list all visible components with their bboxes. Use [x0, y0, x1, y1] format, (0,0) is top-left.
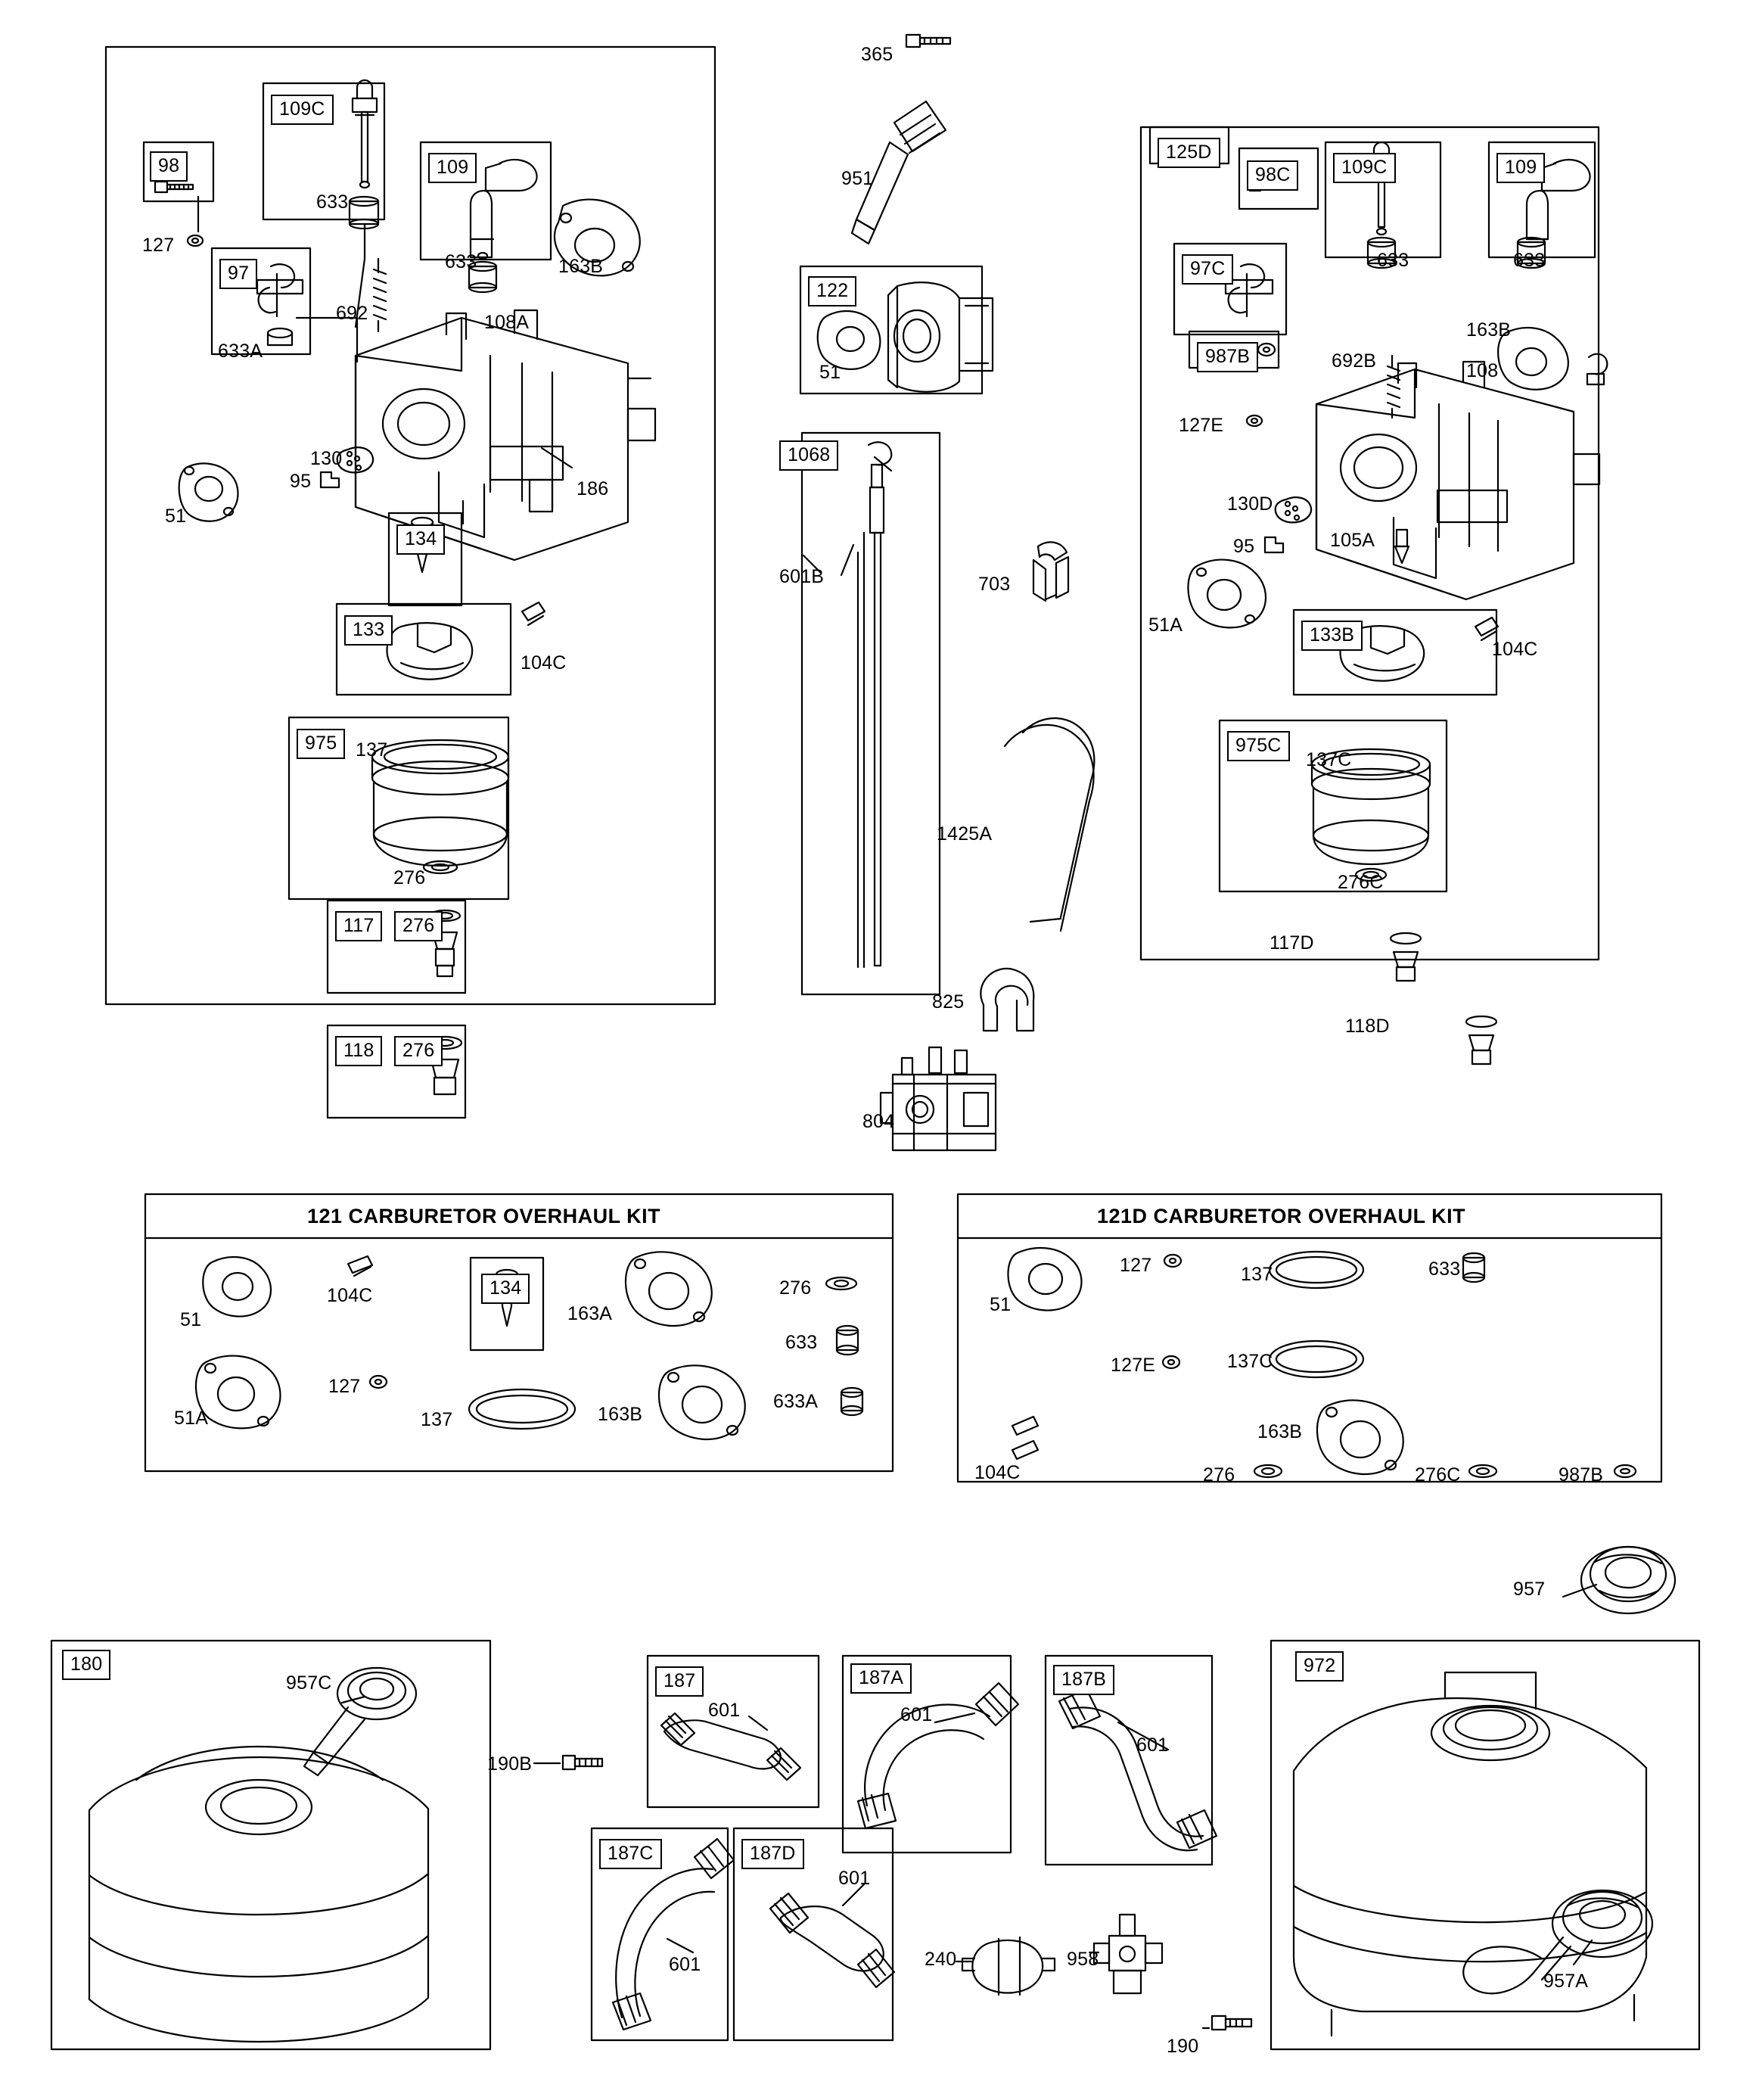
part-label-957: 957	[1513, 1579, 1546, 1600]
part-label-104c: 104C	[521, 652, 567, 674]
part-label-240: 240	[925, 1949, 957, 1970]
part-label-104c: 104C	[1492, 639, 1538, 660]
part-label-825: 825	[932, 991, 965, 1013]
part-label-1425a: 1425A	[937, 823, 993, 845]
part-label-633a: 633A	[773, 1391, 819, 1412]
part-label-163b: 163B	[1466, 319, 1512, 341]
part-label-51: 51	[180, 1309, 202, 1330]
part-label-118d: 118D	[1345, 1016, 1390, 1037]
part-label-276: 276	[393, 867, 426, 888]
part-label-633: 633	[445, 251, 477, 272]
part-label-104c: 104C	[974, 1462, 1021, 1483]
part-label-633: 633	[316, 191, 349, 213]
part-label-804: 804	[862, 1111, 895, 1132]
part-label-118: 118	[335, 1036, 382, 1066]
part-label-127: 127	[1120, 1255, 1152, 1276]
part-label-975: 975	[297, 729, 345, 759]
part-label-127: 127	[328, 1376, 361, 1397]
part-label-137: 137	[421, 1409, 453, 1430]
part-label-692b: 692B	[1332, 350, 1377, 372]
part-label-187c: 187C	[599, 1839, 662, 1869]
part-label-127e: 127E	[1179, 415, 1224, 436]
part-label-51a: 51A	[174, 1408, 209, 1429]
part-label-987b: 987B	[1197, 342, 1258, 372]
part-label-972: 972	[1295, 1651, 1344, 1682]
part-label-163b: 163B	[1257, 1421, 1303, 1442]
part-label-633: 633	[1513, 250, 1546, 271]
part-label-108: 108	[1466, 360, 1499, 381]
part-label-190: 190	[1167, 2036, 1199, 2057]
part-label-95: 95	[290, 471, 312, 492]
part-label-125d: 125D	[1158, 138, 1220, 168]
part-label-987b: 987B	[1559, 1464, 1604, 1486]
part-label-601: 601	[900, 1704, 933, 1725]
part-label-187b: 187B	[1053, 1665, 1114, 1695]
part-label-109c: 109C	[1333, 153, 1396, 183]
part-label-276: 276	[1203, 1464, 1235, 1486]
part-label-187: 187	[655, 1666, 704, 1697]
part-label-98: 98	[150, 151, 188, 182]
part-label-117d: 117D	[1270, 932, 1314, 954]
part-label-137: 137	[1241, 1264, 1273, 1285]
part-label-957c: 957C	[286, 1672, 332, 1694]
part-label-1068: 1068	[779, 440, 838, 471]
part-label-104c: 104C	[327, 1285, 373, 1306]
part-label-276: 276	[394, 1036, 443, 1066]
part-label-601: 601	[838, 1868, 871, 1889]
part-label-95: 95	[1233, 536, 1255, 557]
part-label-108a: 108A	[484, 312, 530, 333]
part-label-163a: 163A	[567, 1303, 613, 1324]
part-label-130: 130	[310, 448, 343, 469]
kit-title-121: 121 CARBURETOR OVERHAUL KIT	[307, 1205, 661, 1227]
part-label-190b: 190B	[487, 1753, 533, 1775]
part-label-127e: 127E	[1111, 1355, 1156, 1376]
part-label-633: 633	[1377, 250, 1409, 271]
part-label-601b: 601B	[779, 566, 825, 587]
part-label-365: 365	[861, 44, 893, 65]
part-label-186: 186	[576, 478, 609, 499]
part-label-163b: 163B	[558, 256, 604, 277]
part-label-276c: 276C	[1338, 872, 1384, 893]
part-label-957a: 957A	[1543, 1971, 1589, 1992]
part-label-137: 137	[356, 739, 388, 761]
part-label-51: 51	[990, 1294, 1012, 1315]
part-label-97c: 97C	[1182, 254, 1233, 285]
part-label-975c: 975C	[1227, 731, 1290, 761]
part-label-134: 134	[481, 1274, 530, 1304]
kit-title-121d: 121D CARBURETOR OVERHAUL KIT	[1097, 1205, 1466, 1227]
part-label-276c: 276C	[1415, 1464, 1461, 1486]
part-label-133b: 133B	[1301, 621, 1363, 651]
part-label-163b: 163B	[598, 1404, 643, 1425]
part-label-692: 692	[336, 303, 368, 324]
part-label-109c: 109C	[271, 95, 334, 125]
part-label-601: 601	[1136, 1734, 1169, 1756]
part-label-601: 601	[669, 1954, 701, 1975]
part-label-134: 134	[396, 524, 445, 555]
part-label-51a: 51A	[1148, 614, 1183, 636]
part-label-105a: 105A	[1330, 530, 1375, 551]
part-label-633: 633	[785, 1332, 818, 1353]
part-label-98c: 98C	[1247, 160, 1298, 191]
part-label-137c: 137C	[1227, 1351, 1273, 1372]
part-label-97: 97	[219, 259, 257, 289]
part-label-187a: 187A	[850, 1663, 912, 1694]
part-label-133: 133	[344, 615, 393, 646]
part-label-633a: 633A	[218, 341, 263, 362]
part-label-276: 276	[394, 911, 443, 941]
part-label-51: 51	[165, 506, 187, 527]
part-label-276: 276	[779, 1277, 812, 1299]
part-label-958: 958	[1067, 1949, 1099, 1970]
part-label-633: 633	[1428, 1258, 1461, 1280]
part-label-137c: 137C	[1306, 749, 1352, 770]
part-label-601: 601	[708, 1700, 741, 1721]
part-label-180: 180	[62, 1650, 110, 1680]
part-label-951: 951	[841, 168, 874, 189]
part-label-187d: 187D	[741, 1839, 804, 1869]
part-label-122: 122	[808, 276, 856, 306]
part-label-130d: 130D	[1227, 493, 1273, 515]
part-label-703: 703	[978, 574, 1011, 595]
part-label-109: 109	[428, 153, 477, 183]
part-label-51: 51	[819, 362, 841, 383]
part-label-117: 117	[335, 911, 382, 941]
part-label-109: 109	[1496, 153, 1545, 183]
part-label-127: 127	[142, 235, 175, 256]
